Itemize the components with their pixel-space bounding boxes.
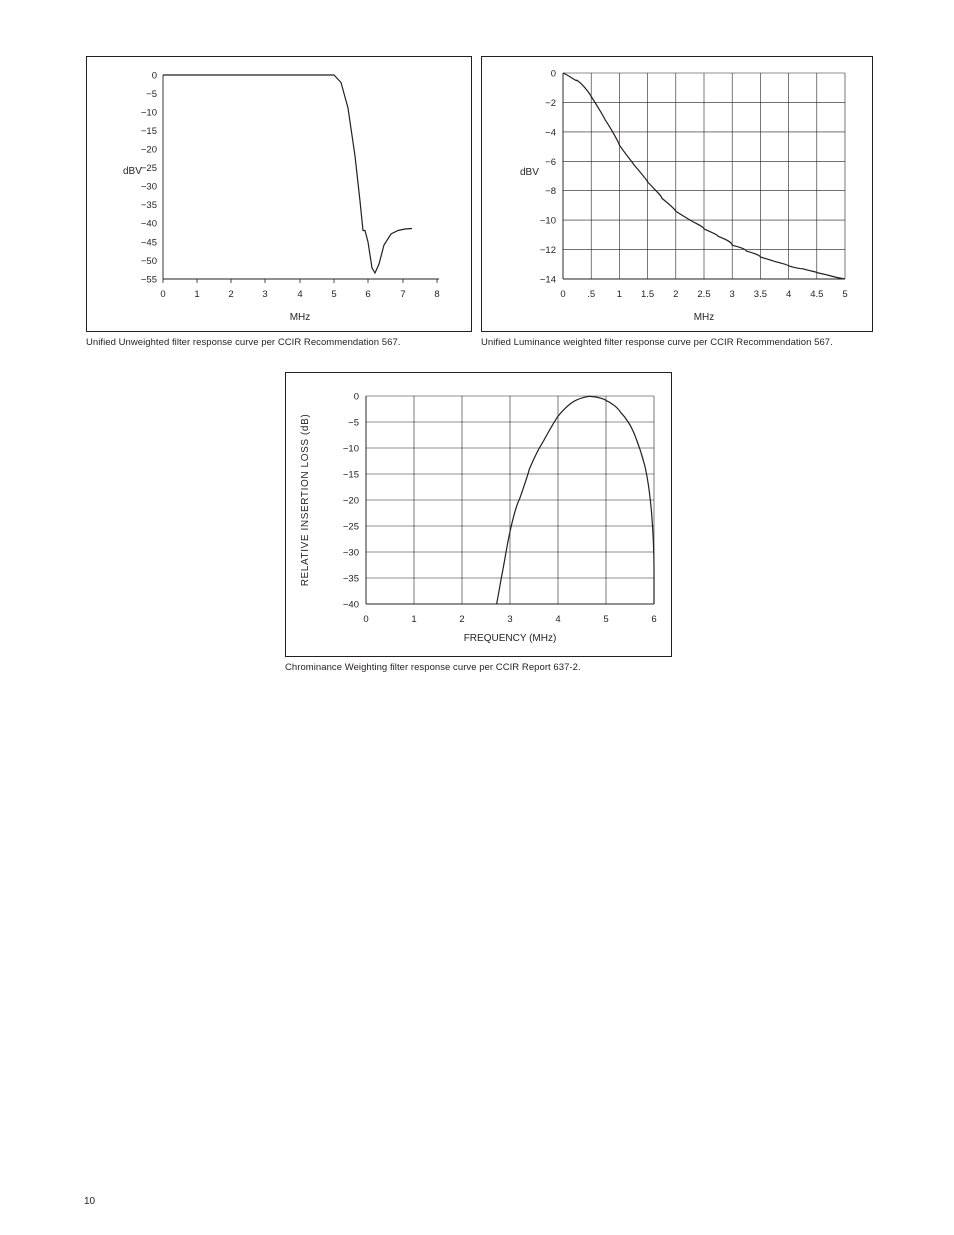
ytick-label: −25 — [140, 163, 157, 175]
xtick-label: 2 — [673, 289, 679, 300]
xtick-label: 0 — [160, 289, 166, 300]
xtick-label: 1 — [194, 289, 200, 300]
chart-luminance — [482, 57, 874, 333]
ytick-label: −50 — [140, 255, 157, 267]
xtick-label: 5 — [603, 614, 609, 625]
chart-unweighted — [87, 57, 473, 333]
ytick-label: −5 — [348, 417, 359, 429]
chart-frame-luminance — [481, 56, 873, 332]
chart-frame-chrominance — [285, 372, 672, 657]
page-number: 10 — [84, 1196, 96, 1207]
figure-unified-luminance — [481, 56, 873, 348]
xtick-label: 5 — [331, 289, 337, 300]
ytick-label: −15 — [342, 469, 359, 481]
ytick-label: −12 — [539, 245, 556, 257]
xtick-label: 6 — [651, 614, 657, 625]
chart-frame-unweighted — [86, 56, 472, 332]
ytick-label: −10 — [140, 107, 157, 119]
xaxis-title: MHz — [693, 312, 715, 323]
xtick-label: .5 — [587, 289, 596, 300]
figure-caption: Unified Luminance weighted filter response curve per CCIR Recommendation 567. — [481, 337, 833, 348]
ytick-label: 0 — [151, 70, 157, 82]
xtick-label: 2.5 — [697, 289, 711, 300]
ytick-label: −4 — [545, 127, 556, 139]
xtick-label: 3.5 — [753, 289, 768, 300]
figure-caption: Chrominance Weighting filter response curve per CCIR Report 637-2. — [285, 662, 581, 673]
ytick-label: −10 — [342, 443, 359, 455]
ytick-label: −35 — [342, 573, 359, 585]
xtick-label: 3 — [507, 614, 513, 625]
ytick-label: −5 — [146, 89, 157, 100]
ytick-label: −15 — [140, 126, 157, 138]
ytick-label: −8 — [545, 186, 556, 198]
xtick-label: 4.5 — [810, 289, 824, 300]
xtick-label: 4 — [555, 614, 561, 625]
xtick-label: 3 — [262, 289, 268, 300]
xtick-label: 1.5 — [640, 289, 655, 300]
xtick-label: 2 — [459, 614, 465, 625]
xtick-label: 8 — [434, 289, 440, 300]
xtick-label: 0 — [560, 289, 566, 300]
xaxis-title: MHz — [289, 312, 311, 323]
figure-chrominance-weighting — [285, 372, 672, 673]
xtick-label: 6 — [365, 289, 371, 300]
chart-chrominance — [286, 373, 673, 658]
ytick-label: −14 — [539, 274, 556, 286]
xtick-label: 5 — [842, 289, 848, 300]
xtick-label: 7 — [400, 289, 406, 300]
ytick-label: 0 — [353, 391, 359, 403]
xaxis-title: FREQUENCY (MHz) — [463, 633, 557, 644]
ytick-label: 0 — [550, 68, 556, 80]
xtick-label: 4 — [785, 289, 792, 300]
figure-unified-unweighted — [86, 56, 472, 348]
ytick-label: −20 — [140, 144, 157, 156]
yaxis-title: dBV — [520, 167, 539, 178]
yaxis-title: RELATIVE INSERTION LOSS (dB) — [300, 413, 311, 587]
ytick-label: −10 — [539, 215, 556, 227]
ytick-label: −55 — [140, 274, 157, 286]
xtick-label: 0 — [363, 614, 369, 625]
xtick-label: 3 — [729, 289, 735, 300]
ytick-label: −35 — [140, 200, 157, 212]
ytick-label: −20 — [342, 495, 359, 507]
xtick-label: 1 — [411, 614, 417, 625]
ytick-label: −2 — [545, 97, 556, 109]
xtick-label: 4 — [297, 289, 303, 300]
ytick-label: −40 — [140, 218, 157, 230]
ytick-label: −30 — [140, 181, 157, 193]
ytick-label: −40 — [342, 599, 359, 611]
ytick-label: −25 — [342, 521, 359, 533]
figure-caption: Unified Unweighted filter response curve per CCIR Recommendation 567. — [86, 337, 401, 348]
ytick-label: −45 — [140, 237, 157, 249]
ytick-label: −6 — [545, 156, 556, 168]
yaxis-title: dBV — [123, 166, 142, 177]
ytick-label: −30 — [342, 547, 359, 559]
response-curve — [163, 75, 412, 273]
xtick-label: 2 — [228, 289, 234, 300]
xtick-label: 1 — [616, 289, 623, 300]
